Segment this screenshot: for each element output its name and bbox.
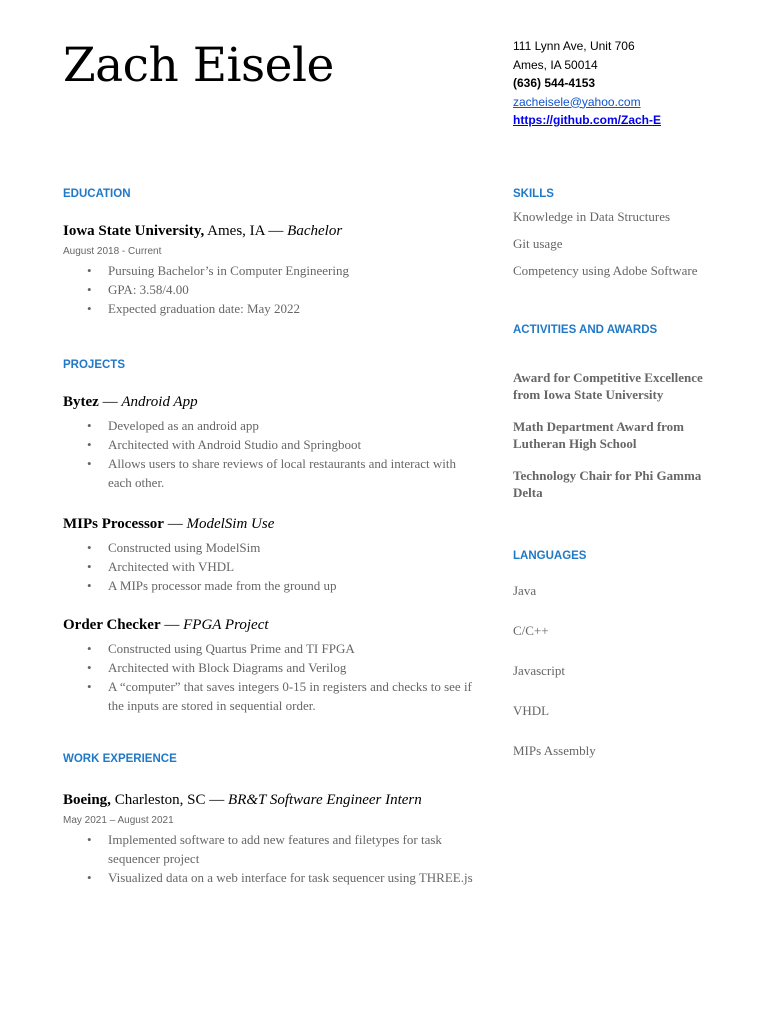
project-bullets [63, 416, 473, 492]
github-link[interactable]: https://github.com/Zach-E [513, 113, 661, 127]
project-title [63, 615, 473, 635]
skills-heading: SKILLS [513, 188, 554, 200]
education-heading: EDUCATION [63, 188, 131, 200]
education-title [63, 221, 473, 241]
award-item: Technology Chair for Phi Gamma Delta [513, 468, 702, 500]
job-role: BR&T Software Engineer Intern [228, 792, 422, 808]
project-sep: — [98, 394, 122, 410]
school-location: Ames, IA — [204, 223, 288, 239]
work-bullets [63, 830, 473, 887]
list-item: • Expected graduation date: May 2022 [108, 299, 473, 318]
project-sep: — [163, 516, 187, 532]
list-item: • A MIPs processor made from the ground up [108, 576, 473, 595]
work-title [63, 790, 473, 810]
education-entry [63, 221, 473, 318]
languages-heading: LANGUAGES [513, 550, 587, 562]
resume-name: Zach Eisele [63, 38, 334, 93]
language-item: MIPs Assembly [513, 743, 596, 758]
side-column [513, 185, 713, 760]
company-location: Charleston, SC — [110, 792, 229, 808]
list-item: • Allows users to share reviews of local restaurants and interact with each other. [108, 454, 473, 492]
education-bullets [63, 261, 473, 318]
project-entry [63, 392, 473, 492]
list-item: • Architected with Block Diagrams and Verilog [108, 658, 473, 677]
language-item: VHDL [513, 703, 550, 718]
contact-block [513, 37, 661, 130]
skill-item: Git usage [513, 236, 563, 251]
main-column [63, 185, 473, 887]
work-heading: WORK EXPERIENCE [63, 753, 177, 765]
project-bullets [63, 538, 473, 595]
list-item: • Constructed using ModelSim [108, 538, 473, 557]
language-item: Java [513, 583, 537, 598]
project-name: MIPs Processor [63, 516, 164, 532]
project-title [63, 392, 473, 412]
list-item: • Implemented software to add new features and filetypes for task sequencer project [108, 830, 473, 868]
project-sep: — [160, 617, 184, 633]
address-line-2: Ames, IA 50014 [513, 57, 598, 72]
work-entry [63, 790, 473, 887]
email-link[interactable]: zacheisele@yahoo.com [513, 94, 641, 109]
list-item: • GPA: 3.58/4.00 [108, 280, 473, 299]
project-title [63, 514, 473, 534]
list-item: • Constructed using Quartus Prime and TI FPGA [108, 639, 473, 658]
language-item: C/C++ [513, 623, 549, 638]
project-entry [63, 615, 473, 715]
phone-number: (636) 544-4153 [513, 76, 596, 90]
project-name: Bytez [63, 394, 99, 410]
project-type: FPGA Project [183, 617, 269, 633]
project-entry [63, 514, 473, 595]
project-bullets [63, 639, 473, 715]
project-type: ModelSim Use [186, 516, 275, 532]
work-date: May 2021 – August 2021 [63, 815, 174, 826]
projects-heading: PROJECTS [63, 359, 125, 371]
education-date: August 2018 - Current [63, 246, 162, 257]
project-name: Order Checker [63, 617, 161, 633]
list-item: • Visualized data on a web interface for task sequencer using THREE.js [108, 868, 473, 887]
award-item: Award for Competitive Excellence from Iowa State University [513, 370, 703, 402]
list-item: • A “computer” that saves integers 0-15 in registers and checks to see if the inputs are stored in sequential order. [108, 677, 473, 715]
language-item: Javascript [513, 663, 565, 678]
award-item: Math Department Award from Lutheran High School [513, 419, 685, 451]
address-line-1: 111 Lynn Ave, Unit 706 [513, 39, 635, 53]
school-name: Iowa State University, [63, 223, 205, 239]
list-item: • Pursuing Bachelor’s in Computer Engineering [108, 261, 473, 280]
awards-heading: ACTIVITIES AND AWARDS [513, 324, 658, 336]
list-item: • Architected with VHDL [108, 557, 473, 576]
project-type: Android App [121, 394, 198, 410]
list-item: • Developed as an android app [108, 416, 473, 435]
degree: Bachelor [287, 223, 343, 239]
company-name: Boeing, [63, 792, 111, 808]
list-item: • Architected with Android Studio and Springboot [108, 435, 473, 454]
skill-item: Knowledge in Data Structures [513, 209, 671, 224]
skill-item: Competency using Adobe Software [513, 263, 698, 278]
